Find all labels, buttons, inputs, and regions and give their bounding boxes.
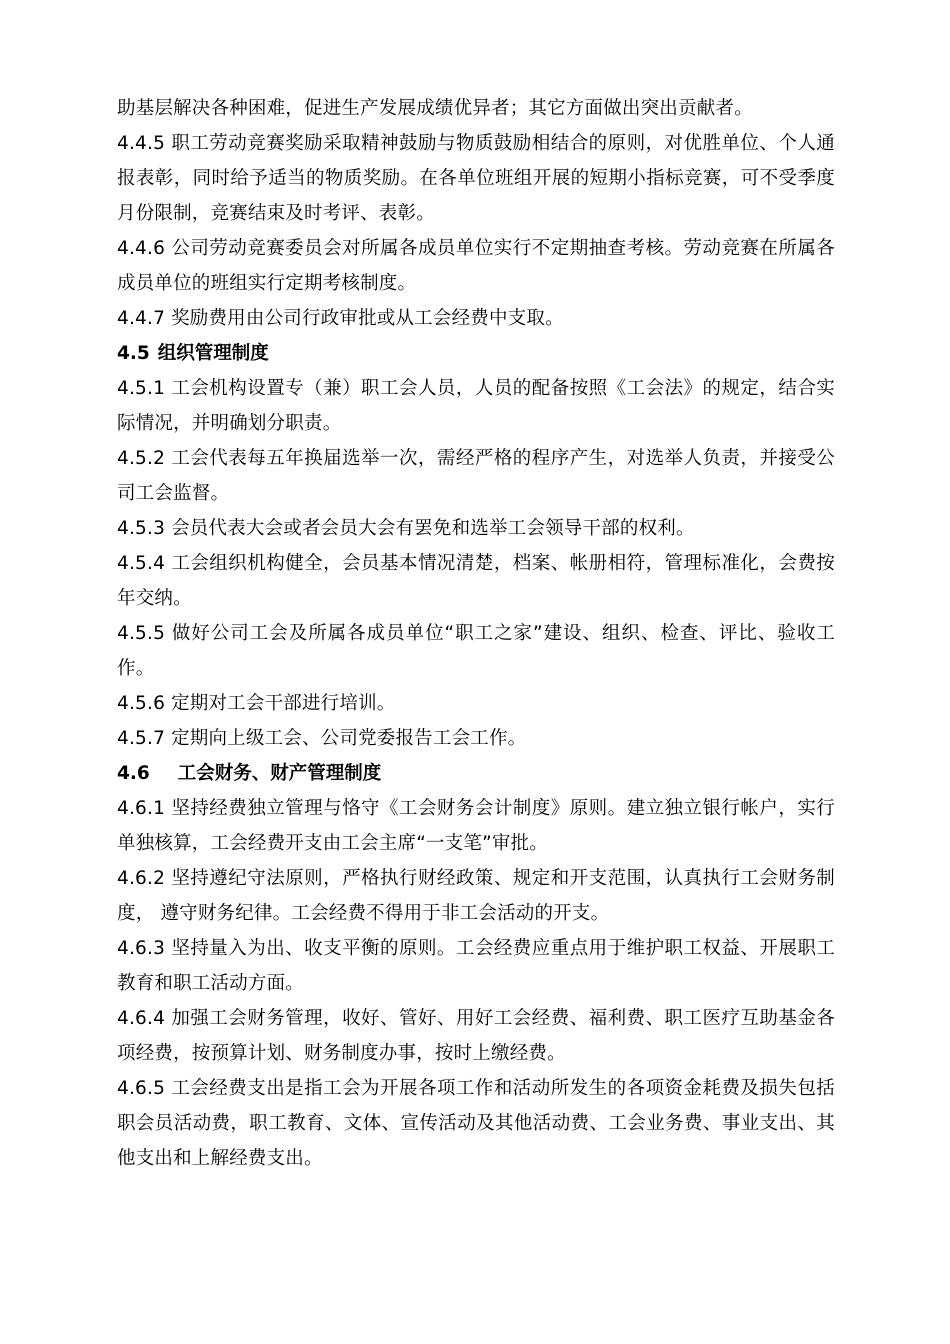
paragraph-text: 公司劳动竞赛委员会对所属各成员单位实行不定期抽查考核。劳动竞赛在所属各成员单位的班组实行定期考核制度。 (117, 238, 835, 294)
paragraph-text: 坚持经费独立管理与恪守《工会财务会计制度》原则。建立独立银行帐户，实行单独核算，工会经费开支由工会主席“一支笔”审批。 (117, 798, 835, 854)
clause-number: 4.5.5 (117, 623, 166, 644)
paragraph (117, 441, 835, 511)
clause-number: 4.6.3 (117, 938, 166, 959)
paragraph-text: 工会代表每五年换届选举一次，需经严格的程序产生，对选举人负责，并接受公司工会监督。 (117, 448, 835, 504)
paragraph-text: 坚持量入为出、收支平衡的原则。工会经费应重点用于维护职工权益、开展职工教育和职工活动方面。 (117, 938, 835, 994)
clause-number: 4.6.4 (117, 1008, 166, 1029)
clause-number: 4.6.1 (117, 798, 166, 819)
paragraph (117, 91, 835, 126)
clause-number: 4.5.4 (117, 553, 166, 574)
section-number: 4.5 (117, 343, 150, 364)
paragraph (117, 371, 835, 441)
paragraph-text: 职工劳动竞赛奖励采取精神鼓励与物质鼓励相结合的原则，对优胜单位、个人通报表彰，同时给予适当的物质奖励。在各单位班组开展的短期小指标竞赛，可不受季度月份限制，竞赛结束及时考评、表彰。 (117, 133, 835, 224)
clause-number: 4.5.3 (117, 518, 166, 539)
paragraph (117, 721, 835, 756)
paragraph-text: 助基层解决各种困难，促进生产发展成绩优异者；其它方面做出突出贡献者。 (117, 98, 753, 119)
clause-number: 4.4.7 (117, 308, 166, 329)
clause-number: 4.5.2 (117, 448, 166, 469)
paragraph-text: 奖励费用由公司行政审批或从工会经费中支取。 (171, 308, 564, 329)
paragraph (117, 511, 835, 546)
paragraph (117, 546, 835, 616)
paragraph-text: 定期向上级工会、公司党委报告工会工作。 (171, 728, 527, 749)
paragraph (117, 931, 835, 1001)
paragraph (117, 1071, 835, 1176)
paragraph (117, 861, 835, 931)
paragraph (117, 1001, 835, 1071)
clause-number: 4.5.1 (117, 378, 166, 399)
paragraph-text: 会员代表大会或者会员大会有罢免和选举工会领导干部的权利。 (171, 518, 695, 539)
section-title: 组织管理制度 (157, 343, 269, 364)
section-number: 4.6 (117, 763, 150, 784)
clause-number: 4.6.2 (117, 868, 166, 889)
clause-number: 4.5.7 (117, 728, 166, 749)
paragraph-text: 做好公司工会及所属各成员单位“职工之家”建设、组织、检查、评比、验收工作。 (117, 623, 835, 679)
paragraph-text: 定期对工会干部进行培训。 (171, 693, 396, 714)
paragraph (117, 231, 835, 301)
clause-number: 4.6.5 (117, 1078, 166, 1099)
section-heading (117, 336, 835, 371)
clause-number: 4.4.6 (117, 238, 166, 259)
paragraph (117, 126, 835, 231)
paragraph-text: 工会经费支出是指工会为开展各项工作和活动所发生的各项资金耗费及损失包括职会员活动费，职工教育、文体、宣传活动及其他活动费、工会业务费、事业支出、其他支出和上解经费支出。 (117, 1078, 835, 1169)
paragraph (117, 791, 835, 861)
clause-number: 4.5.6 (117, 693, 166, 714)
paragraph-text: 工会机构设置专（兼）职工会人员，人员的配备按照《工会法》的规定，结合实际情况，并明确划分职责。 (117, 378, 835, 434)
paragraph (117, 616, 835, 686)
paragraph (117, 301, 835, 336)
paragraph-text: 工会组织机构健全，会员基本情况清楚，档案、帐册相符，管理标准化，会费按年交纳。 (117, 553, 835, 609)
clause-number: 4.4.5 (117, 133, 166, 154)
section-heading (117, 756, 835, 791)
section-title: 工会财务、财产管理制度 (177, 763, 382, 784)
paragraph (117, 686, 835, 721)
paragraph-text: 加强工会财务管理，收好、管好、用好工会经费、福利费、职工医疗互助基金各项经费，按预算计划、财务制度办事，按时上缴经费。 (117, 1008, 835, 1064)
document-body (117, 91, 835, 1176)
paragraph-text: 坚持遵纪守法原则，严格执行财经政策、规定和开支范围，认真执行工会财务制度， 遵守财务纪律。工会经费不得用于非工会活动的开支。 (117, 868, 835, 924)
